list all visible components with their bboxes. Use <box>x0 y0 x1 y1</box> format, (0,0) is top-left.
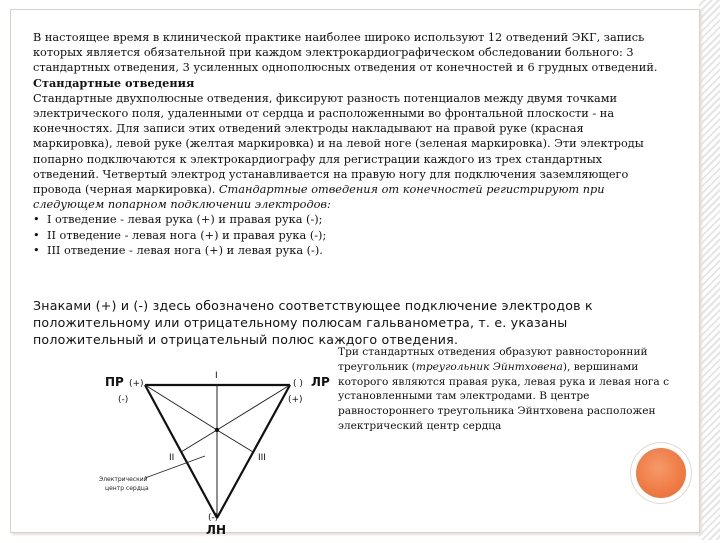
minus-right-label: (-) <box>118 395 129 405</box>
einthoven-description <box>338 345 688 434</box>
plus-right-label: (+) <box>129 379 144 389</box>
median-left-side <box>181 430 217 452</box>
median-right-arm <box>145 385 217 430</box>
list-item <box>33 212 663 227</box>
side-text-part2: ), вершинами которого являются правая рука, левая рука и левая нога с установленными там электродами. В центре равностороннего треугольника Эйнтховена расположен электрический центр сердца <box>338 360 670 432</box>
left-leg-label: ЛН <box>206 523 227 537</box>
leads-list <box>33 212 663 258</box>
center-caption-line2: центр сердца <box>105 485 149 492</box>
intro-paragraph: В настоящее время в клинической практике наиболее широко используют 12 отведений ЭКГ, запись которых является обязательной при каждом электрокардиографическом обследовании больного: 3 стандартных отведения, 3 усиленных однополюсных отведения от конечностей и 6 грудных отведений. <box>33 31 658 75</box>
triangle-svg <box>85 360 340 538</box>
decorative-orange-circle <box>636 448 686 498</box>
einthoven-triangle-diagram <box>85 360 340 538</box>
minus-left-label: (-) <box>208 513 219 523</box>
median-right-side <box>217 430 253 452</box>
list-item <box>33 228 663 243</box>
section-body-text: Стандартные двухполюсные отведения, фиксируют разность потенциалов между двумя точками электрического поля, удаленными от сердца и расположенными во фронтальной плоскости - на конечностях. Для записи этих отведений электроды накладывают на правой руке (красная маркировка), левой руке (желтая маркировка) и на левой ноге (зеленая маркировка). Эти электроды попарно подключаются к электрокардиографу для регистрации каждого из трех стандартных отведений. Четвертый электрод устанавливается на правую ногу для подключения заземляющего провода (черная маркировка). <box>33 91 644 197</box>
signs-note-paragraph: Знаками (+) и (-) здесь обозначено соответствующее подключение электродов к положительному или отрицательному полюсам гальванометра, т. е. указаны положительный и отрицательный полюс каждого отведения. <box>33 297 593 348</box>
section-body <box>33 91 663 213</box>
side-text-italic: треугольник Эйнтховена <box>415 360 563 373</box>
plus-left-label: (+) <box>288 395 303 405</box>
lead-one-label: I <box>215 371 218 381</box>
side-text-part1: Три стандартных отведения образуют равносторонний треугольник ( <box>338 346 648 373</box>
left-arm-label: ЛР <box>311 375 330 389</box>
bullet-glyph: • <box>33 243 40 257</box>
center-pointer-line <box>145 456 205 478</box>
section-italic-tail: Стандартные отведения от конечностей регистрируют при следующем попарном подключении электродов: <box>33 183 605 212</box>
bullet-glyph: • <box>33 213 40 227</box>
decorative-stripe-band <box>699 0 720 540</box>
plus-minus-left-label: ( ) <box>293 379 303 389</box>
bullet-glyph: • <box>33 228 40 242</box>
right-arm-label: ПР <box>105 375 124 389</box>
lead-one-text: I отведение - левая рука (+) и правая рука (-); <box>47 213 323 227</box>
heart-center-dot <box>215 428 219 432</box>
lead-three-text: III отведение - левая нога (+) и левая рука (-). <box>47 243 323 257</box>
section-heading: Стандартные отведения <box>33 75 195 90</box>
lead-three-line <box>217 385 290 518</box>
median-left-arm <box>217 385 290 430</box>
center-caption-line1: Электрический <box>99 476 148 483</box>
lead-two-text: II отведение - левая нога (+) и правая рука (-); <box>47 228 327 242</box>
main-text-block <box>33 30 663 258</box>
list-item <box>33 243 663 258</box>
lead-two-label: II <box>169 453 175 463</box>
lead-three-label: III <box>258 453 266 463</box>
